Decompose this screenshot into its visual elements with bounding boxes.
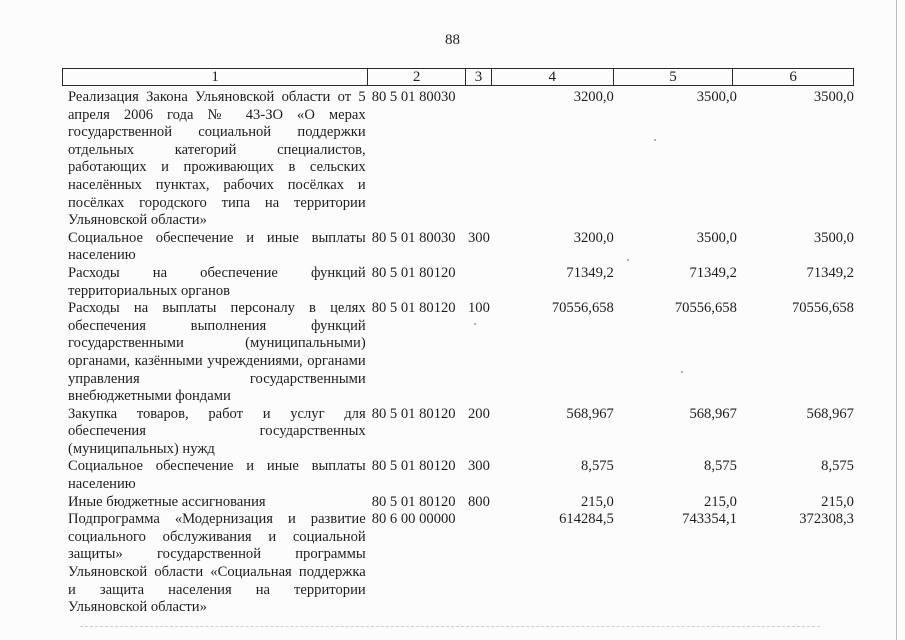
row-amount-col5: 8,575 (704, 458, 737, 475)
table-row (62, 300, 854, 406)
table-row (62, 494, 854, 512)
row-amount-col5: 3500,0 (696, 89, 737, 105)
row-amount-col5: 568,967 (689, 405, 737, 422)
row-amount-col5: 215,0 (704, 493, 737, 510)
table-row (62, 230, 854, 265)
row-amount-col5: 743354,1 (682, 511, 737, 528)
row-target-code: 80 5 01 80030 (371, 229, 456, 246)
row-amount-col5: 3500,0 (696, 229, 737, 246)
row-name: Иные бюджетные ассигнования (68, 493, 266, 510)
scan-speck (627, 259, 629, 261)
row-name: Расходы на обеспечение функций территориальных органов (68, 264, 366, 299)
row-target-code: 80 6 00 00000 (371, 511, 456, 528)
scan-speck (474, 323, 476, 325)
row-expense-type (463, 265, 498, 300)
row-name: Расходы на выплаты персоналу в целях обеспечения выполнения функций государственными (муниципальными) органами, казёнными учреждениями, органами управления государственными внебюджетными фондами (68, 300, 366, 405)
table-row (62, 406, 854, 459)
row-name: Социальное обеспечение и иные выплаты населению (68, 458, 366, 493)
row-target-code: 80 5 01 80120 (371, 458, 456, 475)
row-amount-col5: 71349,2 (689, 264, 737, 281)
page-edge-line (896, 0, 897, 640)
scan-speck (681, 371, 683, 373)
row-target-code: 80 5 01 80120 (371, 300, 456, 317)
row-target-code: 80 5 01 80030 (371, 89, 456, 105)
row-amount-col4: 71349,2 (566, 264, 614, 281)
row-amount-col6: 372308,3 (799, 511, 854, 528)
column-header-3: 3 (466, 69, 492, 85)
row-name: Социальное обеспечение и иные выплаты населению (68, 229, 366, 264)
row-amount-col6: 8,575 (821, 458, 854, 475)
scan-footer-artifact (80, 626, 820, 628)
row-amount-col4: 70556,658 (551, 300, 614, 317)
row-expense-type: 200 (467, 405, 490, 422)
column-header-1: 1 (63, 69, 368, 85)
column-header-5: 5 (614, 69, 734, 85)
row-expense-type (463, 511, 498, 617)
row-amount-col4: 614284,5 (559, 511, 614, 528)
table-row (62, 89, 854, 230)
row-amount-col6: 568,967 (806, 405, 854, 422)
row-expense-type (463, 89, 498, 230)
row-amount-col6: 215,0 (821, 493, 854, 510)
row-amount-col4: 568,967 (566, 405, 614, 422)
column-header-4: 4 (492, 69, 614, 85)
row-target-code: 80 5 01 80120 (371, 405, 456, 422)
row-name: Закупка товаров, работ и услуг для обеспечения государственных (муниципальных) нужд (68, 405, 366, 457)
row-expense-type: 800 (467, 493, 490, 510)
row-name: Подпрограмма «Модернизация и развитие социального обслуживания и социальной защиты» государственной программы Ульяновской области «Социальная поддержка и защита населения на территории Ульяновской области» (68, 511, 366, 616)
table-row (62, 458, 854, 493)
column-header-6: 6 (789, 69, 797, 85)
table-column-header (62, 68, 854, 86)
row-expense-type: 100 (467, 300, 490, 317)
page-number: 88 (445, 32, 460, 48)
row-amount-col5: 70556,658 (674, 300, 737, 317)
row-amount-col6: 71349,2 (806, 264, 854, 281)
row-expense-type: 300 (467, 229, 490, 246)
row-amount-col4: 8,575 (581, 458, 614, 475)
row-expense-type: 300 (467, 458, 490, 475)
row-name: Реализация Закона Ульяновской области от 5 апреля 2006 года № 43-ЗО «О мерах государственной социальной поддержки отдельных категорий специалистов, работающих и проживающих в сельских населённых пунктах, рабочих посёлках и посёлках городского типа на территории Ульяновской области» (68, 89, 366, 229)
row-target-code: 80 5 01 80120 (371, 493, 456, 510)
row-amount-col6: 70556,658 (791, 300, 854, 317)
row-target-code: 80 5 01 80120 (371, 264, 456, 281)
budget-table-body (62, 89, 854, 617)
row-amount-col4: 215,0 (581, 493, 614, 510)
table-row (62, 265, 854, 300)
row-amount-col6: 3500,0 (813, 89, 854, 105)
row-amount-col4: 3200,0 (573, 89, 614, 105)
row-amount-col6: 3500,0 (813, 229, 854, 246)
table-row (62, 511, 854, 617)
column-header-2: 2 (368, 69, 466, 85)
scan-speck (654, 139, 656, 141)
row-amount-col4: 3200,0 (573, 229, 614, 246)
